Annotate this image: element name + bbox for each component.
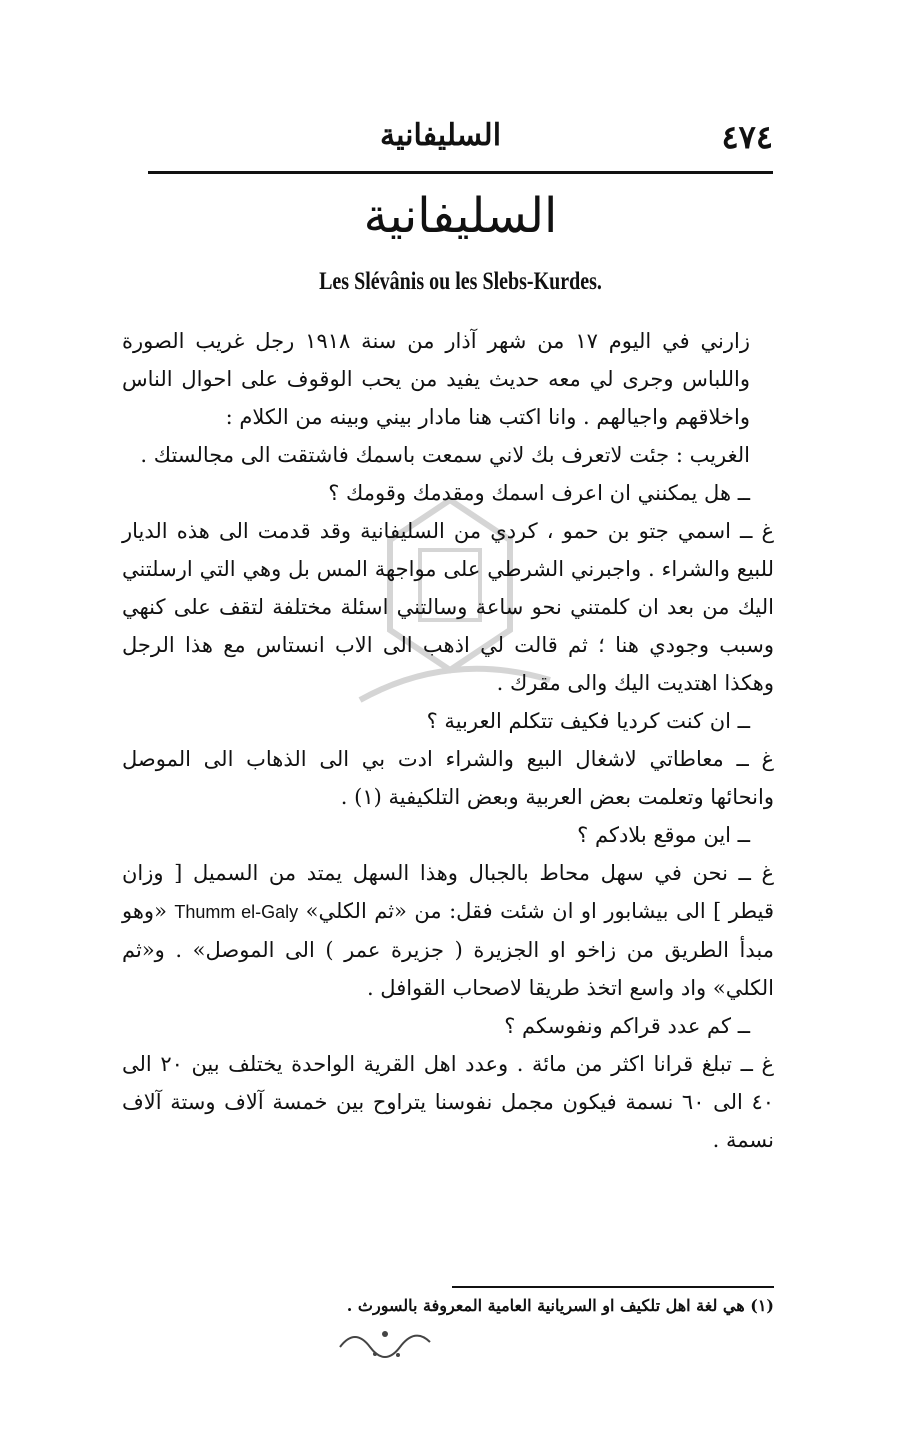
paragraph-intro: زارني في اليوم ١٧ من شهر آذار من سنة ١٩١٨ رجل غريب الصورة واللباس وجرى لي معه حديث يفيد من يحب الوقوف على احوال الناس واخلاقهم واجيالهم . وانا اكتب هنا مادار بيني وبينه من الكلام :: [122, 329, 750, 429]
latin-place-name: Thumm el-Galy: [174, 902, 299, 922]
answer-population: غ ــ تبلغ قرانا اكثر من مائة . وعدد اهل القرية الواحدة يختلف بين ٢٠ الى ٤٠ الى ٦٠ نسمة فيكون مجمل نفوسنا يتراوح بين خمسة آلاف وستة آلاف نسمة .: [122, 1052, 775, 1152]
question-location: ــ اين موقع بلادكم ؟: [577, 823, 750, 847]
paragraph-greeting: الغريب : جئت لاتعرف بك لاني سمعت باسمك فاشتقت الى مجالستك .: [140, 443, 750, 467]
question-population: ــ كم عدد قراكم ونفوسكم ؟: [504, 1014, 750, 1038]
question-name: ــ هل يمكنني ان اعرف اسمك ومقدمك وقومك ؟: [328, 481, 750, 505]
chapter-title: السليفانية: [363, 188, 558, 244]
article-body: [122, 322, 774, 1159]
page-header: [148, 108, 773, 174]
footnote-rule: [452, 1286, 774, 1288]
answer-arabic: غ ــ معاطاتي لاشغال البيع والشراء ادت بي الى الذهاب الى الموصل وانحائها وتعلمت بعض العربية وبعض التلكيفية (١) .: [122, 747, 774, 809]
answer-location-part2: «وهو مبدأ الطريق من زاخو او الجزيرة ( جزيرة عمر ) الى الموصل» . و«ثم الكلي» واد واسع اتخذ طريقا لاصحاب القوافل .: [122, 899, 774, 1000]
answer-location: [122, 854, 774, 1007]
answer-location-part1: غ ــ نحن في سهل محاط بالجبال وهذا السهل يمتد من السميل [ وزان قيطر ] الى بيشابور او ان شئت فقل: من «ثم الكلي»: [122, 861, 774, 923]
answer-name: غ ــ اسمي جتو بن حمو ، كردي من السليفانية وقد قدمت الى هذه الديار للبيع والشراء . واجبرني الشرطي على مواجهة المس بل وهي التي ارسلتني اليك من بعد ان كلمتني نحو ساعة وسالتني اسئلة مختلفة لتقف على كنهي وسبب وجودي هنا ؛ ثم قالت لي اذهب الى الاب انستاس مع هذا الرجل وهكذا اهتديت اليك والى مقرك .: [122, 519, 774, 695]
chapter-subtitle: Les Slévânis ou les Slebs-Kurdes.: [319, 268, 602, 295]
footnote: (١) هي لغة اهل تلكيف او السريانية العامية المعروفة بالسورث .: [346, 1296, 774, 1315]
page-number: ٤٧٤: [721, 118, 773, 156]
question-arabic: ــ ان كنت كرديا فكيف تتكلم العربية ؟: [426, 709, 750, 733]
ornament-flourish-icon: [330, 1322, 440, 1362]
running-head: السليفانية: [380, 118, 502, 153]
header-rule: [148, 171, 773, 174]
